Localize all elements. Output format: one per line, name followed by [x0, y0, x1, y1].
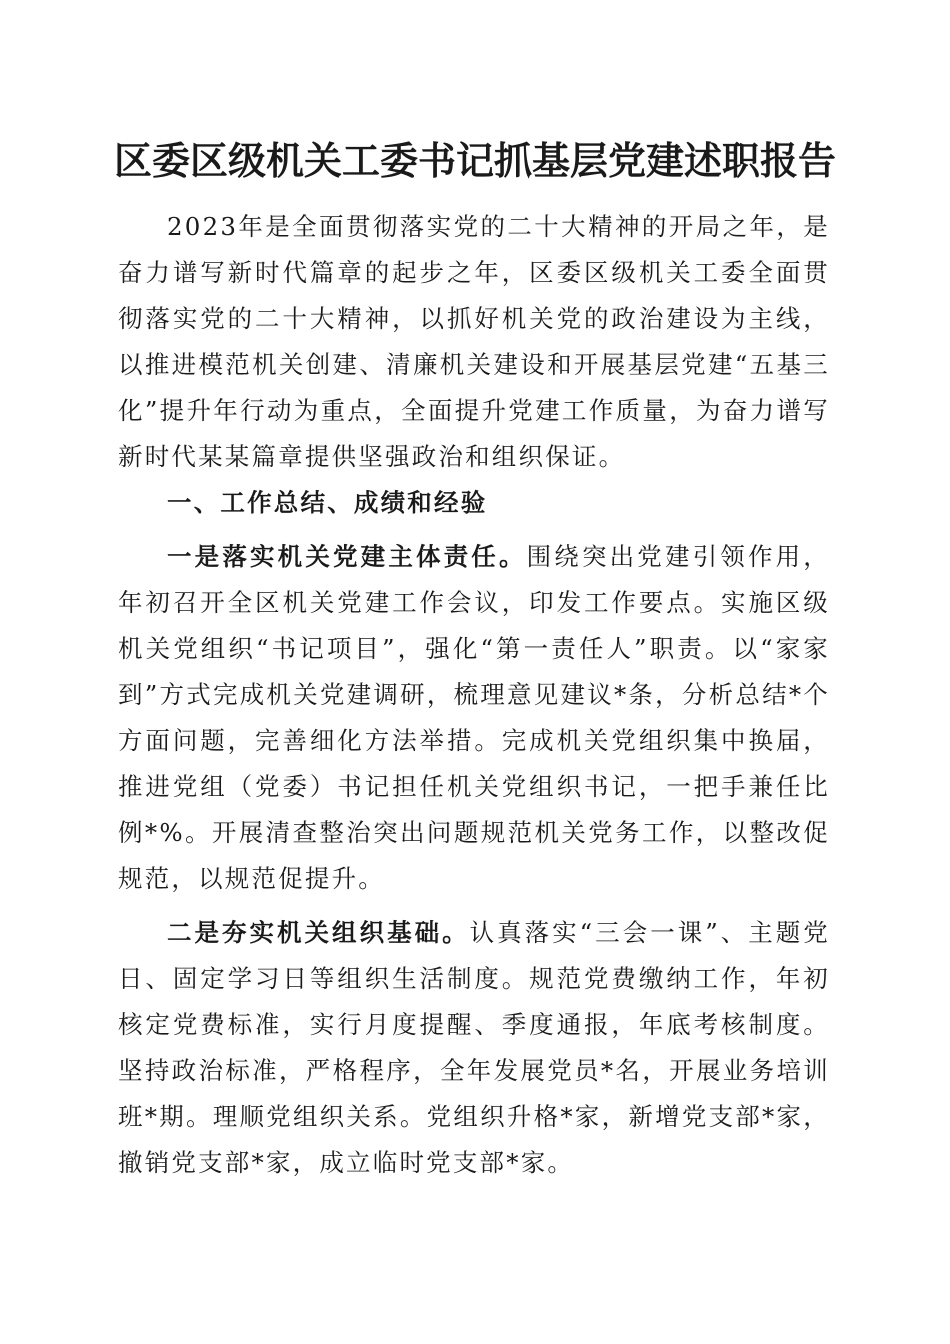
- item-text-2: 认真落实“三会一课”、主题党日、固定学习日等组织生活制度。规范党费缴纳工作，年初核定党费标准，实行月度提醒、季度通报，年底考核制度。坚持政治标准，严格程序，全年发展党员*名，开展业务培训班*期。理顺党组织关系。党组织升格*家，新增党支部*家，撤销党支部*家，成立临时党支部*家。: [118, 918, 830, 1177]
- item-lead-2: 二是夯实机关组织基础。: [167, 918, 470, 947]
- item-text-1: 围绕突出党建引领作用，年初召开全区机关党建工作会议，印发工作要点。实施区级机关党组织“书记项目”，强化“第一责任人”职责。以“家家到”方式完成机关党建调研，梳理意见建议*条，分析总结*个方面问题，完善细化方法举措。完成机关党组织集中换届，推进党组（党委）书记担任机关党组织书记，一把手兼任比例*%。开展清查整治突出问题规范机关党务工作，以整改促规范，以规范促提升。: [118, 542, 830, 893]
- document-body: [118, 204, 830, 1186]
- section-heading: 一、工作总结、成绩和经验: [167, 488, 488, 517]
- item-lead-1: 一是落实机关党建主体责任。: [167, 542, 527, 571]
- item-paragraph-1: [118, 534, 830, 902]
- item-paragraph-2: [118, 910, 830, 1186]
- intro-paragraph: 2023年是全面贯彻落实党的二十大精神的开局之年，是奋力谱写新时代篇章的起步之年，区委区级机关工委全面贯彻落实党的二十大精神，以抓好机关党的政治建设为主线，以推进模范机关创建、清廉机关建设和开展基层党建“五基三化”提升年行动为重点，全面提升党建工作质量，为奋力谱写新时代某某篇章提供坚强政治和组织保证。: [118, 212, 830, 471]
- document-title: 区委区级机关工委书记抓基层党建述职报告: [113, 138, 836, 183]
